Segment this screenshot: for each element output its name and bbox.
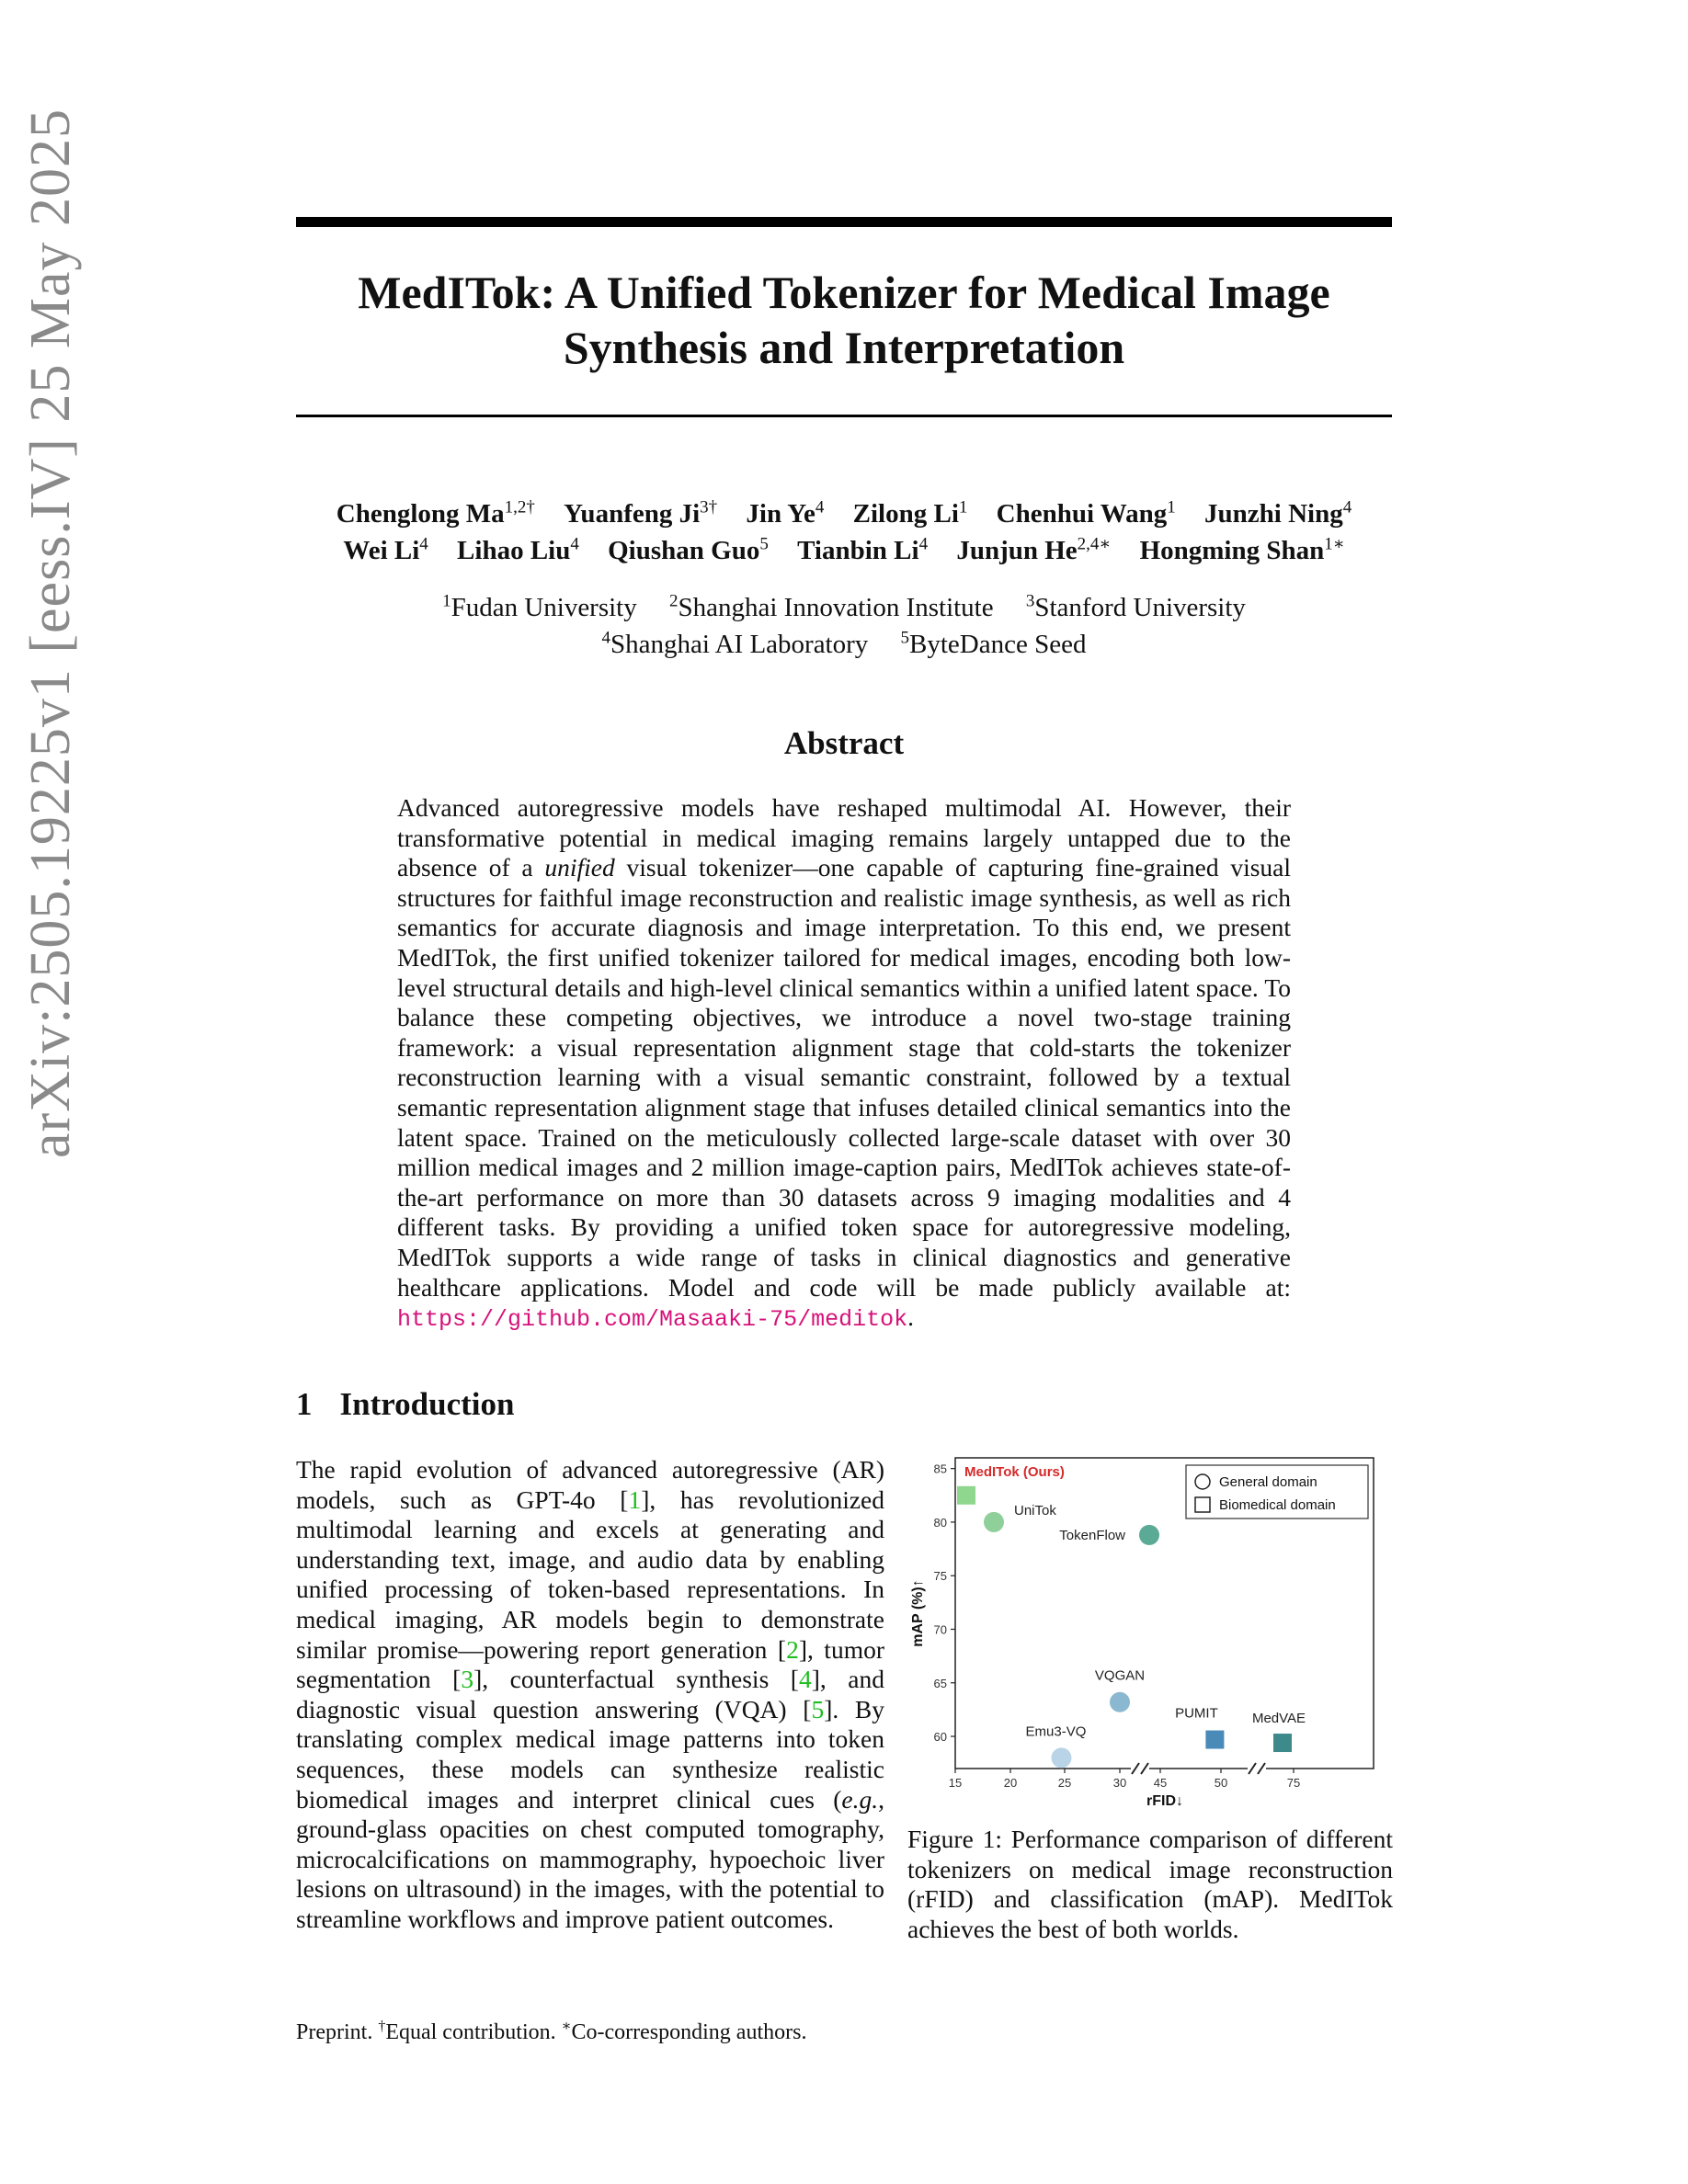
author: Yuanfeng $Ji^{3\dagger}$ [564,497,718,529]
affiliation: $^3$Stanford University [1025,591,1246,622]
abstract-body: Advanced autoregressive models have reshaped multimodal AI. However, their transformative potential in medical imaging remains largely untapped due to the absence of a unified visual tokenizer—one capable of capturing fine-grained visual structures for faithful image reconstruction and realistic image synthesis, as well as rich semantics for accurate diagnosis and image interpretation. To this end, we present MedITok, the first unified tokenizer tailored for medical images, encoding both low-level structural details and high-level clinical semantics within a unified latent space. To balance these competing objectives, we introduce a novel two-stage training framework: a visual representation alignment stage that cold-starts the tokenizer reconstruction learning with a visual semantic constraint, followed by a textual semantic representation alignment stage that infuses detailed clinical semantics into the latent space. Trained on the meticulously collected large-scale dataset with over 30 million medical images and 2 million image-caption pairs, MedITok achieves state-of-the-art performance on more than 30 datasets across 9 imaging modalities and 4 different tasks. By providing a unified token space for autoregressive modeling, MedITok supports a wide range of tasks in clinical diagnostics and generative healthcare applications. Model and code will be made publicly available at: https://github.com/Masaaki-75/meditok. [397,793,1292,1334]
authors-line-1 [296,492,1392,529]
x-tick-label: 15 [948,1776,963,1790]
title-bottom-rule [296,415,1392,417]
affiliation: $^4$Shanghai AI Laboratory [601,628,869,660]
y-tick-label: 65 [933,1676,947,1690]
author: Chenhui Wang$^1$ [996,497,1176,529]
github-link[interactable]: https://github.com/Masaaki-75/meditok [397,1306,908,1334]
authors-line-2 [296,529,1392,567]
abstract-heading: Abstract [783,725,905,761]
introduction-paragraph: The rapid evolution of advanced autoregressive (AR) models, such as GPT-4o [1], has revolutionized multimodal learning and excels at generating and understanding text, image, and audio data by enabling unified processing of token-based representations. In medical imaging, AR models begin to demonstrate similar promise—powering report generation [2], tumor segmentation [3], counterfactual synthesis [4], and diagnostic visual question answering (VQA) [5]. By translating complex medical image patterns into token sequences, these models can synthesize realistic biomedical images and interpret clinical cues (e.g., ground-glass opacities on chest computed tomography, microcalcifications on mammography, hypoechoic liver lesions on ultrasound) in the images, with the potential to streamline workflows and improve patient outcomes. [296,1455,884,1933]
citation-link[interactable]: 1 [628,1484,642,1514]
author: Zilong Li$^1$ [852,497,968,529]
data-point-square [957,1486,975,1505]
x-tick-label: 20 [1003,1776,1018,1790]
legend-square-marker [1195,1497,1210,1512]
legend-circle-marker [1195,1474,1210,1489]
author: Junzhi Ning$^4$ [1204,497,1352,529]
citation-link[interactable]: 2 [786,1634,799,1664]
title-line-2: Synthesis and Interpretation [563,322,1125,373]
x-axis-label: rFID↓ [1146,1793,1183,1809]
y-tick-label: 75 [933,1569,947,1584]
arxiv-sidebar-id: arXiv:2505.19225v1 [eess.IV] 25 May 2025 [19,108,82,1158]
data-point-label: Emu3-VQ [1025,1723,1087,1740]
citation-link[interactable]: 3 [461,1665,474,1694]
x-tick-label: 45 [1153,1776,1168,1790]
author: Wei Li$^4$ [343,534,428,566]
data-point-label: MedVAE [1251,1711,1306,1727]
data-point-label: PUMIT [1175,1705,1218,1722]
data-point-circle [984,1512,1004,1532]
x-tick-label: 30 [1112,1776,1127,1790]
title-line-1: MedITok: A Unified Tokenizer for Medical Image [358,267,1330,318]
author: Lihao Liu$^4$ [457,534,579,566]
x-tick-label: 25 [1057,1776,1072,1790]
author: Hongming Shan$^{1∗}$ [1139,534,1345,566]
legend-label: Biomedical domain [1219,1497,1336,1513]
data-point-circle [1139,1525,1159,1545]
citation-link[interactable]: 5 [811,1694,825,1723]
data-point-label: UniTok [1014,1502,1056,1519]
x-tick-label: 50 [1214,1776,1228,1790]
affiliation: $^2$Shanghai Innovation Institute [669,591,994,622]
data-point-square [1273,1734,1292,1752]
title-top-rule [296,217,1392,227]
figure-1-scatter-chart [907,1450,1395,1818]
data-point-label: MedITok (Ours) [964,1464,1065,1480]
affiliation: $^5$ByteDance Seed [900,628,1087,660]
x-tick-label: 75 [1286,1776,1301,1790]
authors [296,492,1392,566]
affiliation: $^1$Fudan University [442,591,637,622]
affiliations [296,586,1392,660]
section-heading-introduction: 1 Introduction [296,1386,515,1422]
data-point-label: VQGAN [1094,1667,1146,1684]
legend-label: General domain [1219,1474,1317,1490]
y-tick-label: 60 [933,1730,947,1745]
data-point-circle [1051,1747,1071,1768]
y-axis-label: mAP (%)↑ [910,1579,926,1647]
citation-link[interactable]: 4 [798,1665,812,1694]
data-point-square [1205,1731,1224,1749]
data-point-circle [1110,1692,1130,1712]
author: Tianbin Li$^4$ [797,534,929,566]
abstract-emphasis: unified [544,853,615,882]
author: Qiushan Guo$^5$ [608,534,769,566]
paper-title [296,265,1392,375]
author: Jin Ye$^4$ [746,497,825,529]
author: Chenglong $Ma^{1,2\dagger}$ [336,497,535,529]
affiliations-line-1 [296,586,1392,623]
figure-1-caption: Figure 1: Performance comparison of different tokenizers on medical image reconstruction (rFID) and classification (mAP). MedITok achieves the best of both worlds. [907,1825,1393,1943]
y-tick-label: 70 [933,1622,947,1637]
author: Junjun $He^{2,4∗}$ [956,534,1112,566]
y-tick-label: 85 [933,1462,947,1476]
y-tick-label: 80 [933,1515,947,1530]
affiliations-line-2 [296,623,1392,661]
data-point-label: TokenFlow [1059,1527,1125,1543]
footnote: Preprint. †Equal contribution. ∗Co-corresponding authors. [296,2019,807,2044]
